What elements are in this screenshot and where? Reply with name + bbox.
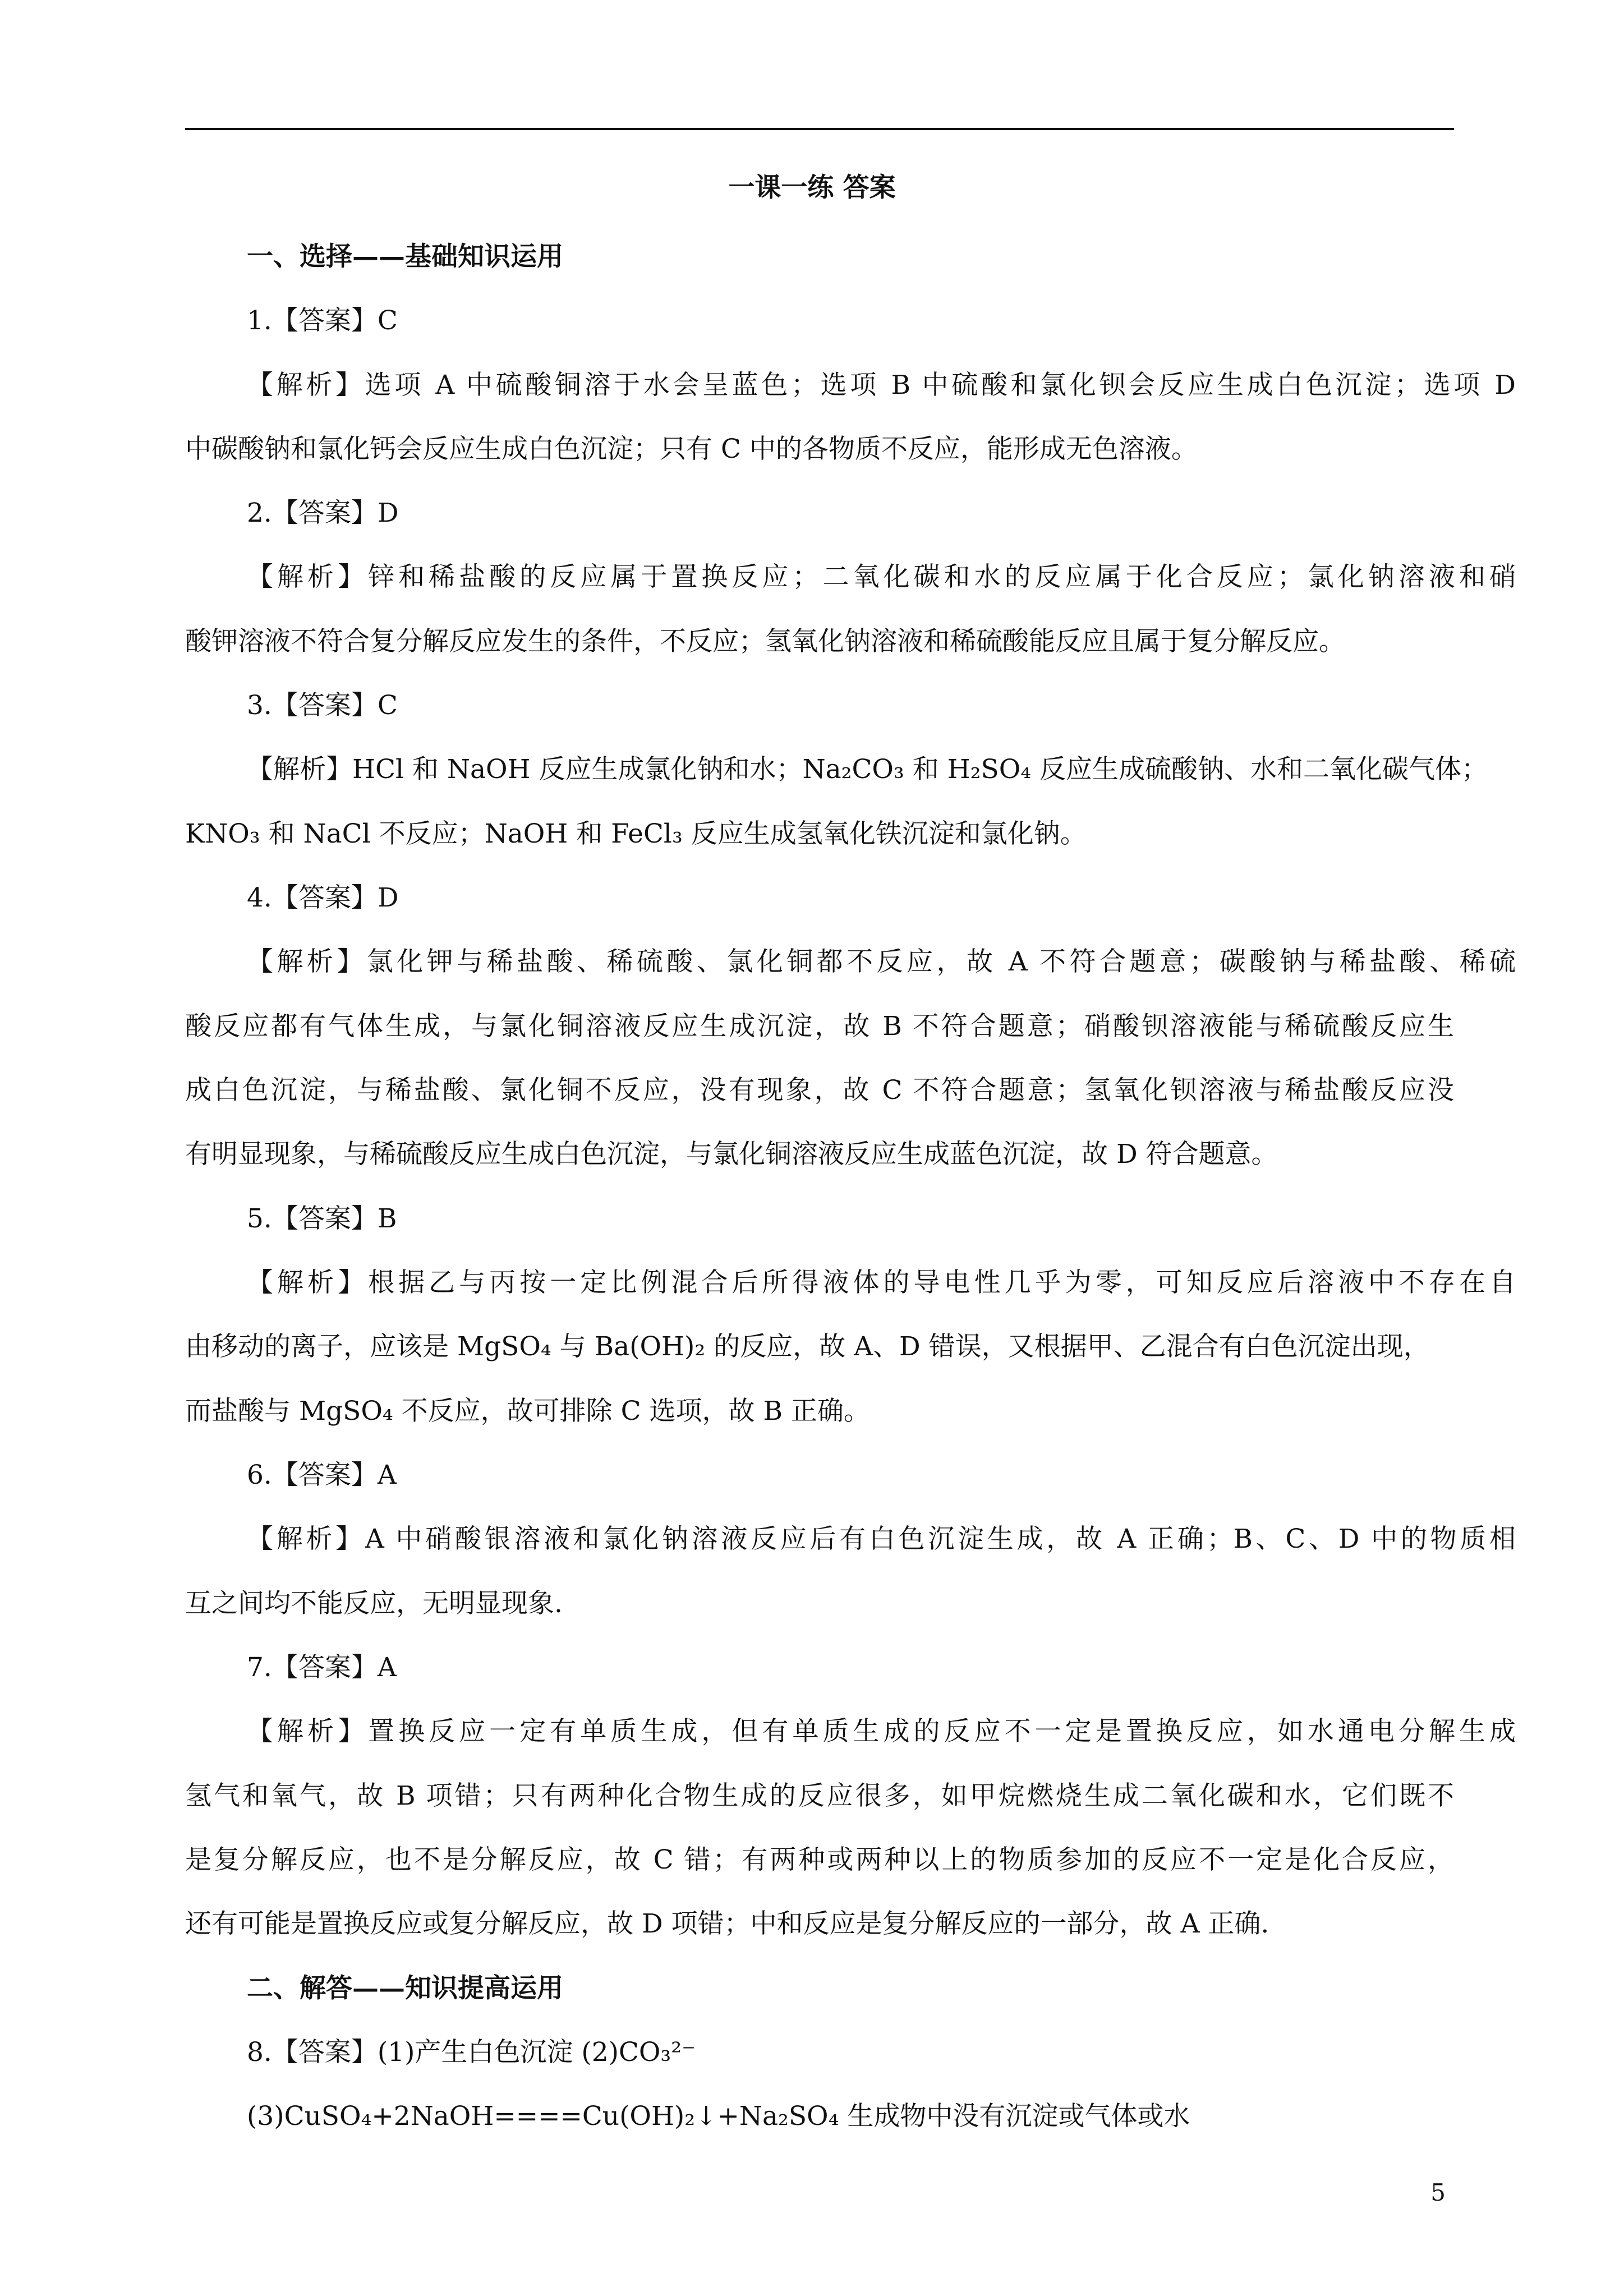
item-5-analysis-line: 而盐酸与 MgSO₄ 不反应，故可排除 C 选项，故 B 正确。 [185,1396,870,1427]
item-4-analysis-line: 酸反应都有气体生成，与氯化铜溶液反应生成沉淀，故 B 不符合题意；硝酸钡溶液能与稀硫酸反应生 [185,1011,1454,1042]
item-4-analysis-line: 成白色沉淀，与稀盐酸、氯化铜不反应，没有现象，故 C 不符合题意；氢氧化钡溶液与稀盐酸反应没 [185,1075,1454,1106]
item-3-answer: 3.【答案】C [247,690,398,721]
item-3-analysis-line: 【解析】HCl 和 NaOH 反应生成氯化钠和水；Na₂CO₃ 和 H₂SO₄ 反应生成硫酸钠、水和二氧化碳气体； [247,754,1488,785]
item-5-answer: 5.【答案】B [247,1203,397,1234]
item-4-analysis-line: 有明显现象，与稀硫酸反应生成白色沉淀，与氯化铜溶液反应生成蓝色沉淀，故 D 符合题意。 [185,1139,1278,1170]
item-4-answer: 4.【答案】D [247,882,399,913]
item-4-analysis-line: 【解析】氯化钾与稀盐酸、稀硫酸、氯化铜都不反应，故 A 不符合题意；碳酸钠与稀盐酸、稀硫 [247,946,1516,977]
section-heading-choice: 一、选择——基础知识运用 [247,241,563,272]
item-7-analysis-line: 【解析】置换反应一定有单质生成，但有单质生成的反应不一定是置换反应，如水通电分解生成 [247,1716,1516,1747]
page-title: 一课一练 答案 [728,172,896,203]
section-heading-answer: 二、解答——知识提高运用 [247,1973,563,2004]
item-7-answer: 7.【答案】A [247,1652,397,1683]
item-8-answer: 8.【答案】(1)产生白色沉淀 (2)CO₃²⁻ [247,2037,696,2068]
page-number: 5 [1430,2179,1446,2206]
item-1-answer: 1.【答案】C [247,305,398,336]
item-3-analysis-line: KNO₃ 和 NaCl 不反应；NaOH 和 FeCl₃ 反应生成氢氧化铁沉淀和氯化钠。 [185,818,1087,849]
item-2-answer: 2.【答案】D [247,498,399,528]
item-1-analysis-line: 【解析】选项 A 中硫酸铜溶于水会呈蓝色；选项 B 中硫酸和氯化钡会反应生成白色沉淀；选项 D [247,370,1516,401]
item-6-analysis-line: 互之间均不能反应，无明显现象. [185,1588,563,1619]
item-6-answer: 6.【答案】A [247,1460,397,1490]
item-2-analysis-line: 酸钾溶液不符合复分解反应发生的条件，不反应；氢氧化钠溶液和稀硫酸能反应且属于复分解反应。 [185,626,1345,657]
item-7-analysis-line: 氢气和氧气，故 B 项错；只有两种化合物生成的反应很多，如甲烷燃烧生成二氧化碳和水，它们既不 [185,1780,1454,1811]
item-5-analysis-line: 由移动的离子，应该是 MgSO₄ 与 Ba(OH)₂ 的反应，故 A、D 错误，又根据甲、乙混合有白色沉淀出现， [185,1331,1430,1362]
item-2-analysis-line: 【解析】锌和稀盐酸的反应属于置换反应；二氧化碳和水的反应属于化合反应；氯化钠溶液和硝 [247,562,1516,592]
item-8-answer-line: (3)CuSO₄+2NaOH====Cu(OH)₂↓+Na₂SO₄ 生成物中没有沉淀或气体或水 [247,2101,1190,2132]
item-7-analysis-line: 还有可能是置换反应或复分解反应，故 D 项错；中和反应是复分解反应的一部分，故 A 正确. [185,1908,1269,1939]
header-rule [185,128,1454,130]
item-6-analysis-line: 【解析】A 中硝酸银溶液和氯化钠溶液反应后有白色沉淀生成，故 A 正确；B、C、D 中的物质相 [247,1524,1516,1554]
item-1-analysis-line: 中碳酸钠和氯化钙会反应生成白色沉淀；只有 C 中的各物质不反应，能形成无色溶液。 [185,434,1198,464]
item-5-analysis-line: 【解析】根据乙与丙按一定比例混合后所得液体的导电性几乎为零，可知反应后溶液中不存在自 [247,1267,1516,1298]
item-7-analysis-line: 是复分解反应，也不是分解反应，故 C 错；有两种或两种以上的物质参加的反应不一定是化合反应， [185,1844,1454,1875]
